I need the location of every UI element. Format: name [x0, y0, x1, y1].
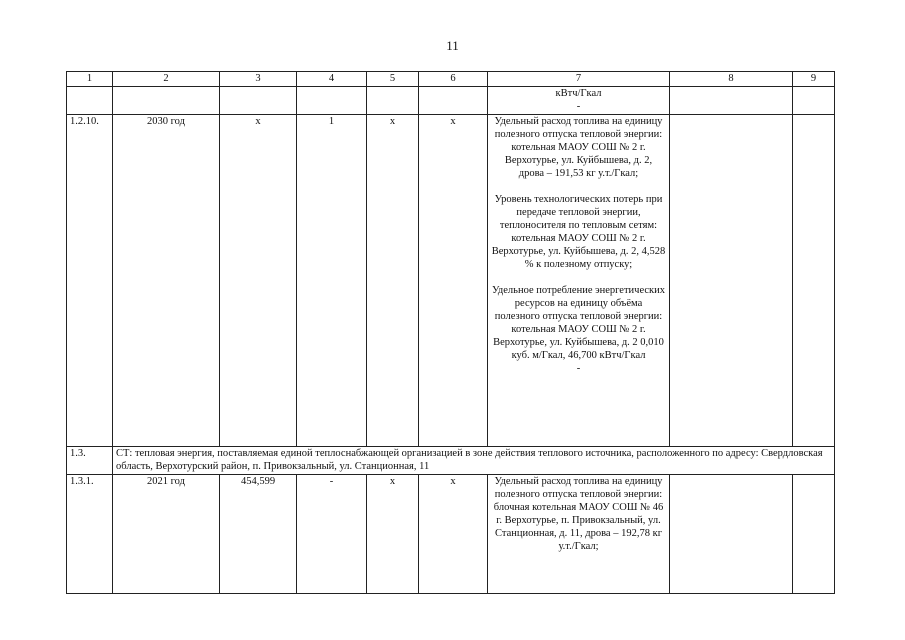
column-header: 1	[67, 72, 113, 87]
year-cell: 2021 год	[113, 475, 220, 594]
indicator-paragraph: Удельный расход топлива на единицу полезного отпуска тепловой энергии: котельная МАОУ СОШ № 2 г. Верхотурье, ул. Куйбышева, д. 2, дрова – 191,53 кг у.т./Гкал;	[494, 116, 663, 179]
section-title: СТ: тепловая энергия, поставляемая единой теплоснабжающей организацией в зоне действия теплового источника, расположенного по адресу: Свердловская область, Верхотурский район, п. Привокзальный, ул. Станционная, 11	[113, 447, 835, 475]
unit-text: кВтч/Гкал	[555, 88, 602, 99]
table-cell	[419, 87, 488, 115]
table-cell	[793, 475, 835, 594]
indicator-cell: Удельный расход топлива на единицу полезного отпуска тепловой энергии: блочная котельная МАОУ СОШ № 46 г. Верхотурье, п. Привокзальный, ул. Станционная, д. 11, дрова – 192,78 кг у.т./Гкал;	[488, 475, 670, 594]
column-header: 4	[297, 72, 367, 87]
column-header: 8	[670, 72, 793, 87]
row-number: 1.3.1.	[67, 475, 113, 594]
table-cell: 454,599	[220, 475, 297, 594]
dash-text: -	[576, 101, 581, 112]
table-cell	[220, 87, 297, 115]
dash-text: -	[576, 363, 581, 374]
table-cell	[793, 87, 835, 115]
indicator-paragraph: Удельное потребление энергетических ресурсов на единицу объёма полезного отпуска тепловой энергии: котельная МАОУ СОШ № 2 г. Верхотурье, ул. Куйбышева, д. 2 0,010 куб. м/Гкал, 46,700 кВтч/Гкал	[491, 285, 666, 361]
indicator-cell	[488, 87, 670, 115]
table-cell	[113, 87, 220, 115]
page-number: 11	[446, 38, 459, 53]
continuation-row	[67, 87, 835, 115]
section-row	[67, 447, 835, 475]
table-cell	[67, 87, 113, 115]
table-cell	[670, 87, 793, 115]
column-header: 3	[220, 72, 297, 87]
year-cell: 2030 год	[113, 115, 220, 447]
table-cell	[670, 115, 793, 447]
table-cell: 1	[297, 115, 367, 447]
column-header: 6	[419, 72, 488, 87]
table-row	[67, 115, 835, 447]
column-header: 2	[113, 72, 220, 87]
indicator-cell	[488, 115, 670, 447]
column-header: 5	[367, 72, 419, 87]
table-cell: х	[419, 115, 488, 447]
table-row	[67, 475, 835, 594]
column-number-header-row	[67, 72, 835, 87]
table-cell: х	[419, 475, 488, 594]
table-cell: х	[220, 115, 297, 447]
table-cell	[297, 87, 367, 115]
indicator-paragraph: Уровень технологических потерь при передаче тепловой энергии, теплоносителя по тепловым сетям: котельная МАОУ СОШ № 2 г. Верхотурье, ул. Куйбышева, д. 2, 4,528 % к полезному отпуску;	[491, 194, 666, 270]
column-header: 9	[793, 72, 835, 87]
table-cell	[367, 87, 419, 115]
row-number: 1.2.10.	[67, 115, 113, 447]
table-cell	[670, 475, 793, 594]
table-cell	[793, 115, 835, 447]
indicators-table	[66, 71, 835, 594]
table-cell: х	[367, 475, 419, 594]
column-header: 7	[488, 72, 670, 87]
table-cell: -	[297, 475, 367, 594]
row-number: 1.3.	[67, 447, 113, 475]
table-cell: х	[367, 115, 419, 447]
